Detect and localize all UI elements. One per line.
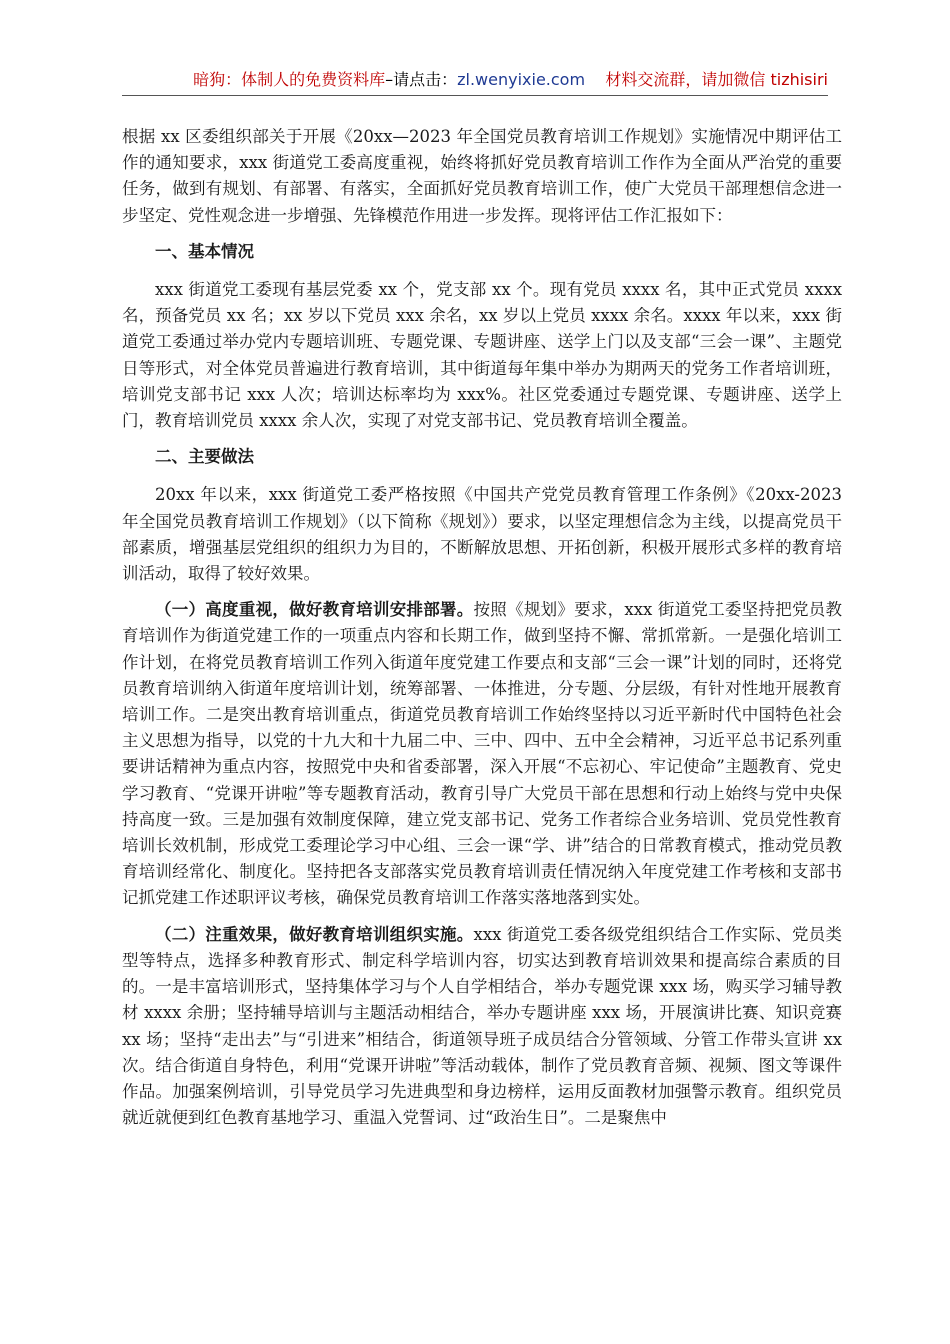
subsection-1-title: （一）高度重视，做好教育培训安排部署。: [155, 600, 474, 620]
header-wechat-note: 材料交流群，请加微信 tizhisiri: [605, 70, 828, 89]
subsection-2-body: xxx 街道党工委各级党组织结合工作实际、党员类型等特点，选择多种教育形式、制定科学培训内容，切实达到教育培训效果和提高综合素质的目的。一是丰富培训形式，坚持集体学习与个人自学相结合，举办专题党课 xxx 场，购买学习辅导教材 xxxx 余册；坚持辅导培训与主题活动相结合，举办专题讲座 xxx 场，开展演讲比赛、知识竞赛 xx 场；坚持“走出去”与“引进来”相结合，街道领导班子成员结合分管领域、分管工作带头宣讲 xx 次。结合街道自身特色，利用“党课开讲啦”等活动载体，制作了党员教育音频、视频、图文等课件作品。加强案例培训，引导党员学习先进典型和身边榜样，运用反面教材加强警示教育。组织党员就近就便到红色教育基地学习、重温入党誓词、过“政治生日”。二是聚焦中: [122, 924, 843, 1128]
page-header: [122, 66, 828, 94]
section-1-heading: 一、基本情况: [155, 241, 254, 261]
header-click-label: –请点击：: [385, 70, 458, 89]
header-divider: [122, 95, 828, 96]
section-1-paragraph: xxx 街道党工委现有基层党委 xx 个，党支部 xx 个。现有党员 xxxx 名，其中正式党员 xxxx 名，预备党员 xx 名；xx 岁以下党员 xxx 余名，xx 岁以上党员 xxxx 余名。xxxx 年以来，xxx 街道党工委通过举办党内专题培训班、专题党课、专题讲座、送学上门以及支部“三会一课”、主题党日等形式，对全体党员普遍进行教育培训，其中街道每年集中举办为期两天的党务工作者培训班，培训党支部书记 xxx 人次；培训达标率均为 xxx%。社区党委通过专题党课、专题讲座、送学上门，教育培训党员 xxxx 余人次，实现了对党支部书记、党员教育培训全覆盖。: [122, 280, 842, 431]
header-link[interactable]: zl.wenyixie.com: [457, 70, 586, 89]
section-2-paragraph: 20xx 年以来，xxx 街道党工委严格按照《中国共产党党员教育管理工作条例》《20xx-2023 年全国党员教育培训工作规划》（以下简称《规划》）要求，以坚定理想信念为主线，以提高党员干部素质，增强基层党组织的组织力为目的，不断解放思想、开拓创新，积极开展形式多样的教育培训活动，取得了较好效果。: [122, 485, 842, 584]
section-2-heading: 二、主要做法: [155, 447, 254, 467]
intro-paragraph: 根据 xx 区委组织部关于开展《20xx—2023 年全国党员教育培训工作规划》实施情况中期评估工作的通知要求，xxx 街道党工委高度重视，始终将抓好党员教育培训工作作为全面从严治党的重要任务，做到有规划、有部署、有落实，全面抓好党员教育培训工作，使广大党员干部理想信念进一步坚定、党性观念进一步增强、先锋模范作用进一步发挥。现将评估工作汇报如下：: [122, 127, 842, 225]
header-site-name: 暗狗：体制人的免费资料库: [193, 70, 386, 89]
subsection-2-paragraph: [122, 922, 842, 1132]
subsection-1-body: 按照《规划》要求，xxx 街道党工委坚持把党员教育培训作为街道党建工作的一项重点内容和长期工作，做到坚持不懈、常抓常新。一是强化培训工作计划，在将党员教育培训工作列入街道年度党建工作要点和支部“三会一课”计划的同时，还将党员教育培训纳入街道年度培训计划，统筹部署、一体推进，分专题、分层级，有针对性地开展教育培训工作。二是突出教育培训重点，街道党员教育培训工作始终坚持以习近平新时代中国特色社会主义思想为指导，以党的十九大和十九届二中、三中、四中、五中全会精神，习近平总书记系列重要讲话精神为重点内容，按照党中央和省委部署，深入开展“不忘初心、牢记使命”主题教育、党史学习教育、“党课开讲啦”等专题教育活动，教育引导广大党员干部在思想和行动上始终与党中央保持高度一致。三是加强有效制度保障，建立党支部书记、党务工作者综合业务培训、党员党性教育培训长效机制，形成党工委理论学习中心组、三会一课“学、讲”结合的日常教育模式，推动党员教育培训经常化、制度化。坚持把各支部落实党员教育培训责任情况纳入年度党建工作考核和支部书记抓党建工作述职评议考核，确保党员教育培训工作落实落地落到实处。: [122, 600, 843, 908]
subsection-1-paragraph: [122, 597, 842, 911]
subsection-2-title: （二）注重效果，做好教育培训组织实施。: [155, 924, 474, 944]
document-body: [122, 124, 842, 1141]
